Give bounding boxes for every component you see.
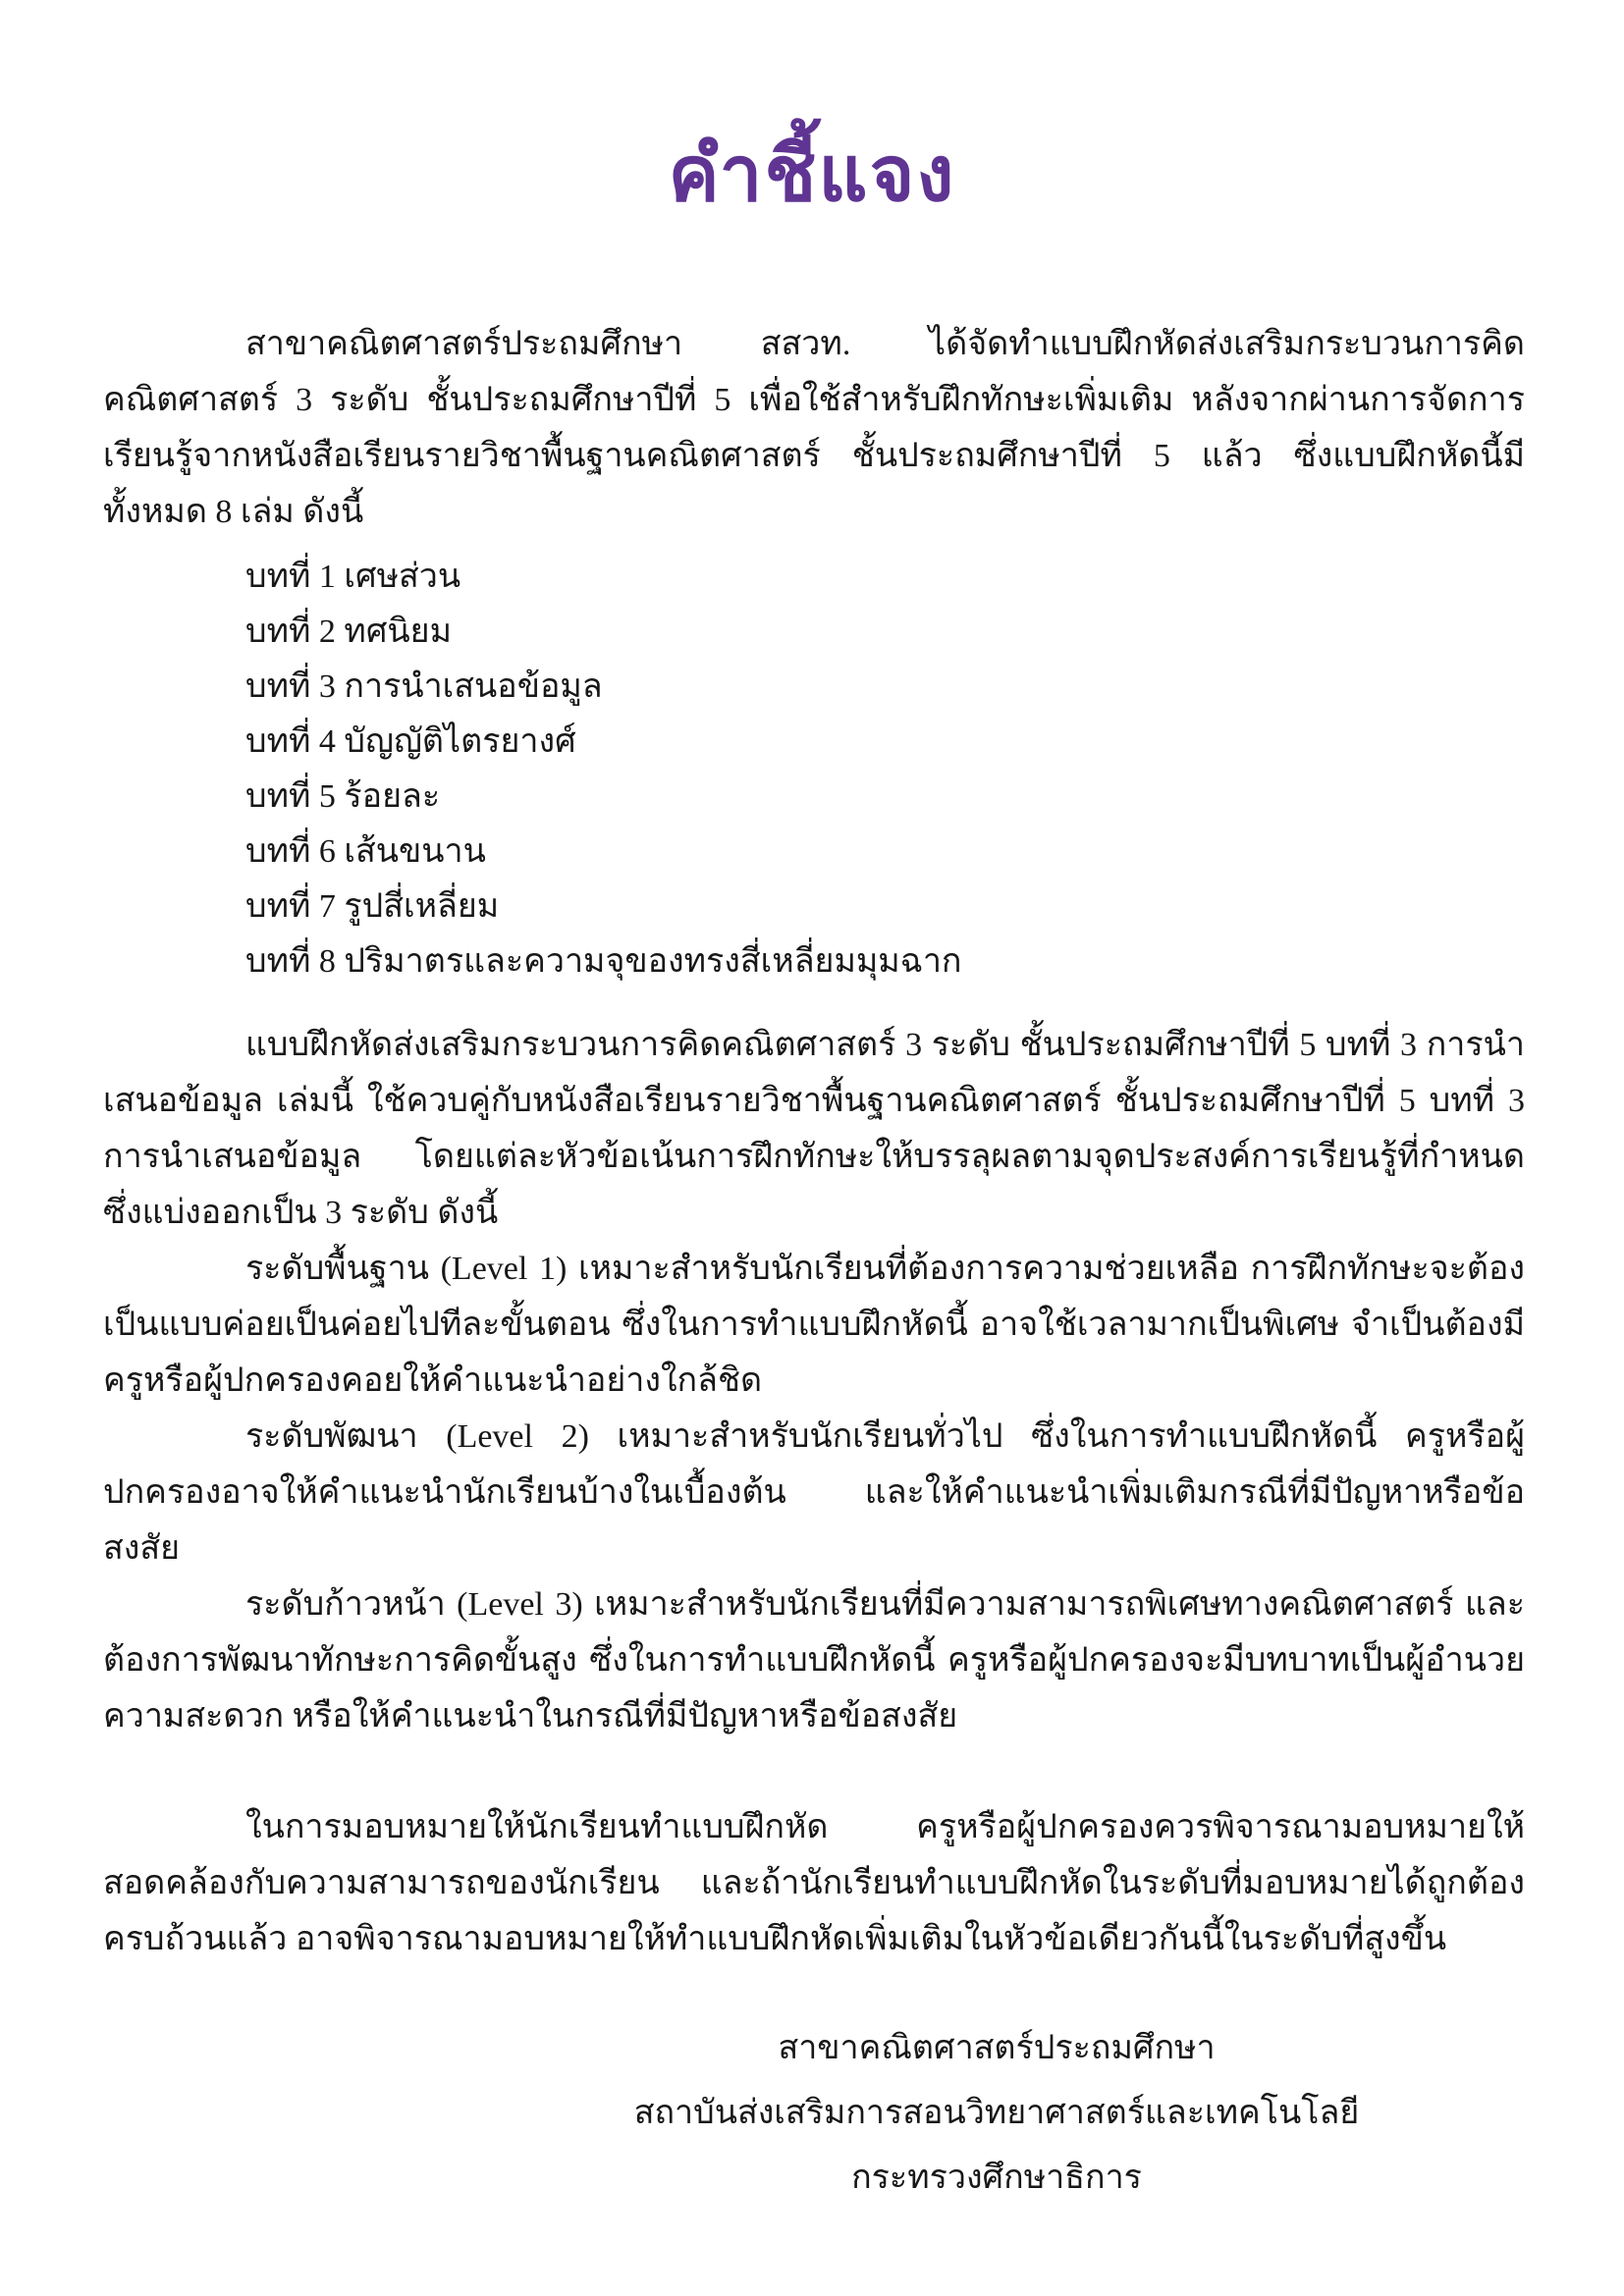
assignment-paragraph: ในการมอบหมายให้นักเรียนทำแบบฝึกหัด ครูหรือผู้ปกครองควรพิจารณามอบหมายให้สอดคล้องกับความสามารถของนักเรียน และถ้านักเรียนทำแบบฝึกหัดในระดับที่มอบหมายได้ถูกต้อง ครบถ้วนแล้ว อาจพิจารณามอบหมายให้ทำแบบฝึกหัดเพิ่มเติมในหัวข้อเดียวกันนี้ในระดับที่สูงขึ้น xyxy=(103,1809,1525,1957)
intro-paragraph: สาขาคณิตศาสตร์ประถมศึกษา สสวท. ได้จัดทำแบบฝึกหัดส่งเสริมกระบวนการคิดคณิตศาสตร์ 3 ระดับ ชั้นประถมศึกษาปีที่ 5 เพื่อใช้สำหรับฝึกทักษะเพิ่มเติม หลังจากผ่านการจัดการเรียนรู้จากหนังสือเรียนรายวิชาพื้นฐานคณิตศาสตร์ ชั้นประถมศึกษาปีที่ 5 แล้ว ซึ่งแบบฝึกหัดนี้มีทั้งหมด 8 เล่ม ดังนี้ xyxy=(103,326,1525,530)
signature-line-department: สาขาคณิตศาสตร์ประถมศึกษา xyxy=(778,2030,1216,2066)
page-title: คำชี้แจง xyxy=(668,131,956,219)
chapter-list xyxy=(103,550,1525,989)
chapter-item: บทที่ 8 ปริมาตรและความจุของทรงสี่เหลี่ยมมุมฉาก xyxy=(245,943,962,980)
chapter-item: บทที่ 4 บัญญัติไตรยางศ์ xyxy=(245,723,576,760)
level2-paragraph: ระดับพัฒนา (Level 2) เหมาะสำหรับนักเรียนทั่วไป ซึ่งในการทำแบบฝึกหัดนี้ ครูหรือผู้ปกครองอาจให้คำแนะนำนักเรียนบ้างในเบื้องต้น และให้คำแนะนำเพิ่มเติมกรณีที่มีปัญหาหรือข้อสงสัย xyxy=(103,1418,1525,1567)
signature-line-ministry: กระทรวงศึกษาธิการ xyxy=(851,2160,1142,2196)
signature-block xyxy=(633,2016,1360,2211)
chapter-item: บทที่ 5 ร้อยละ xyxy=(245,778,441,815)
document-body xyxy=(103,316,1525,2211)
chapter-item: บทที่ 1 เศษส่วน xyxy=(245,559,461,595)
signature-line-institute: สถาบันส่งเสริมการสอนวิทยาศาสตร์และเทคโนโลยี xyxy=(633,2095,1360,2131)
series-paragraph: แบบฝึกหัดส่งเสริมกระบวนการคิดคณิตศาสตร์ 3 ระดับ ชั้นประถมศึกษาปีที่ 5 บทที่ 3 การนำเสนอข้อมูล เล่มนี้ ใช้ควบคู่กับหนังสือเรียนรายวิชาพื้นฐานคณิตศาสตร์ ชั้นประถมศึกษาปีที่ 5 บทที่ 3 การนำเสนอข้อมูล โดยแต่ละหัวข้อเน้นการฝึกทักษะให้บรรลุผลตามจุดประสงค์การเรียนรู้ที่กำหนด ซึ่งแบ่งออกเป็น 3 ระดับ ดังนี้ xyxy=(103,1027,1525,1231)
chapter-item: บทที่ 6 เส้นขนาน xyxy=(245,833,486,870)
level3-paragraph: ระดับก้าวหน้า (Level 3) เหมาะสำหรับนักเรียนที่มีความสามารถพิเศษทางคณิตศาสตร์ และต้องการพัฒนาทักษะการคิดขั้นสูง ซึ่งในการทำแบบฝึกหัดนี้ ครูหรือผู้ปกครองจะมีบทบาทเป็นผู้อำนวยความสะดวก หรือให้คำแนะนำในกรณีที่มีปัญหาหรือข้อสงสัย xyxy=(103,1586,1525,1735)
chapter-item: บทที่ 7 รูปสี่เหลี่ยม xyxy=(245,888,500,925)
level1-paragraph: ระดับพื้นฐาน (Level 1) เหมาะสำหรับนักเรียนที่ต้องการความช่วยเหลือ การฝึกทักษะจะต้องเป็นแบบค่อยเป็นค่อยไปทีละขั้นตอน ซึ่งในการทำแบบฝึกหัดนี้ อาจใช้เวลามากเป็นพิเศษ จำเป็นต้องมีครูหรือผู้ปกครองคอยให้คำแนะนำอย่างใกล้ชิด xyxy=(103,1251,1525,1399)
chapter-item: บทที่ 3 การนำเสนอข้อมูล xyxy=(245,668,603,705)
chapter-item: บทที่ 2 ทศนิยม xyxy=(245,614,452,650)
